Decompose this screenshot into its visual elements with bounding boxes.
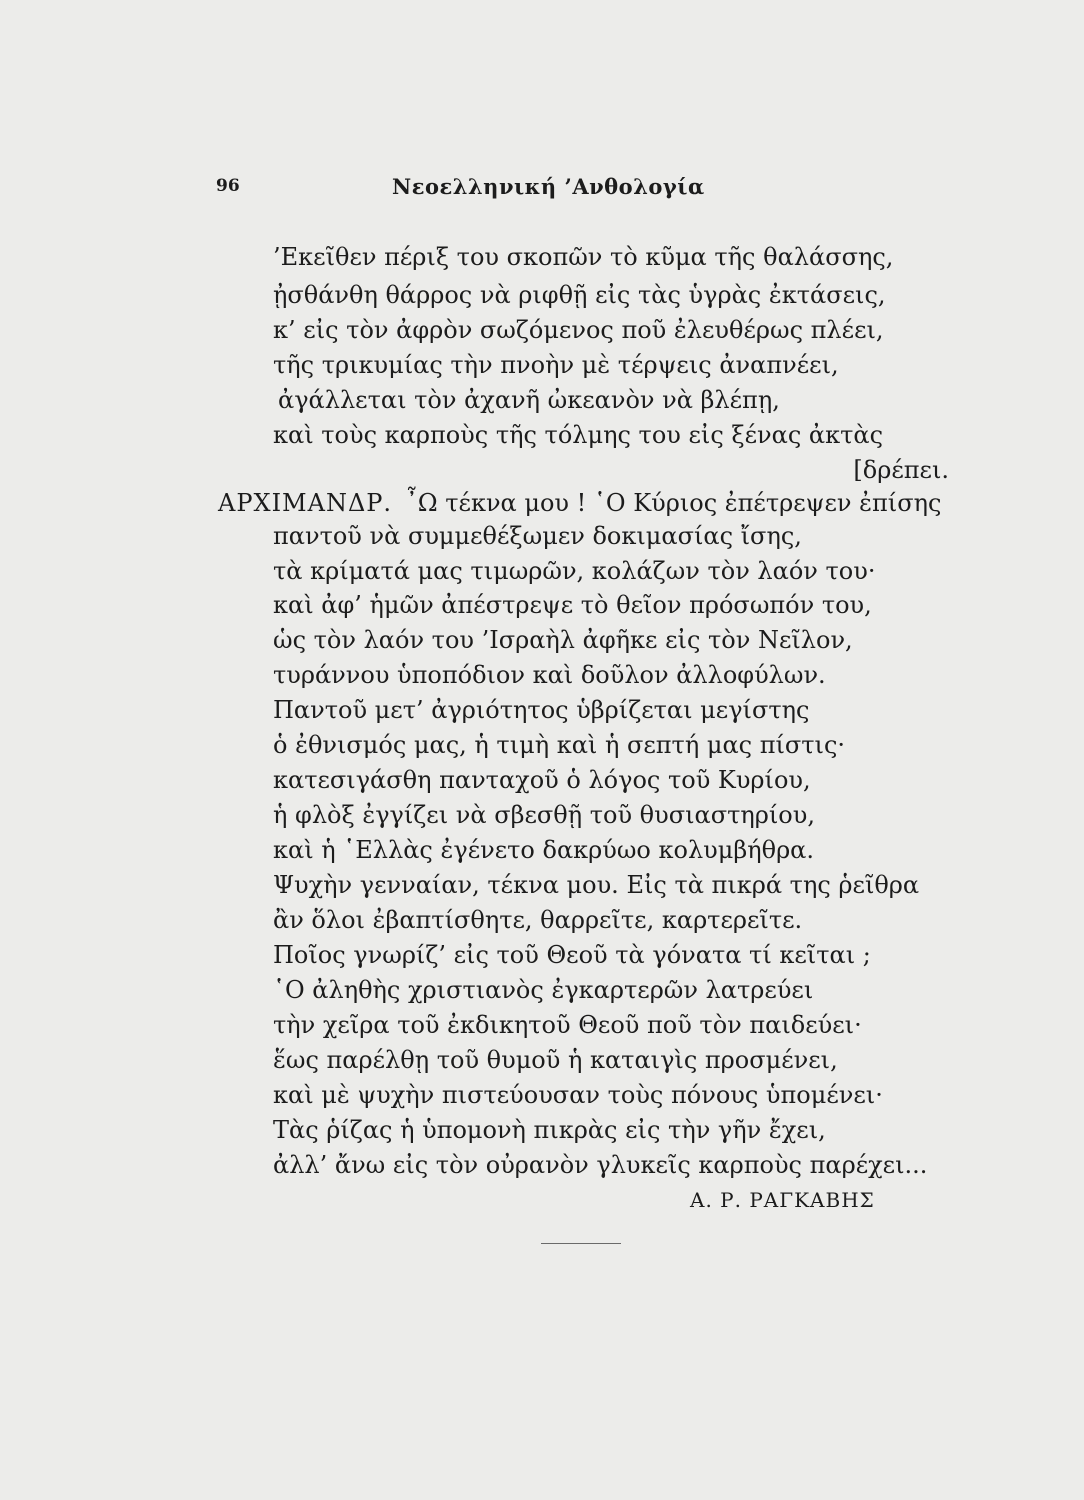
verse-line: κατεσιγάσθη πανταχοῦ ὁ λόγος τοῦ Κυρίου, [273, 766, 811, 794]
verse-runover: [δρέπει. [853, 456, 949, 484]
verse-line: παντοῦ νὰ συμμεθέξωμεν δοκιμασίας ἴσης, [273, 522, 802, 550]
page-number: 96 [216, 176, 240, 196]
verse-line: Ποῖος γνωρίζ’ εἰς τοῦ Θεοῦ τὰ γόνατα τί κεῖται ; [273, 941, 871, 969]
verse-line: καὶ ἡ ῾Ελλὰς ἐγένετο δακρύωο κολυμβήθρα. [273, 836, 815, 864]
verse-line: ᾐσθάνθη θάρρος νὰ ριφθῇ εἰς τὰς ὑγρὰς ἐκτάσεις, [273, 281, 886, 309]
verse-line: Παντοῦ μετ’ ἀγριότητος ὑβρίζεται μεγίστης [273, 696, 810, 724]
verse-line: ῾Ο ἀληθὴς χριστιανὸς ἐγκαρτερῶν λατρεύει [273, 976, 814, 1004]
verse-line: ἂν ὅλοι ἐβαπτίσθητε, θαρρεῖτε, καρτερεῖτε. [273, 906, 803, 934]
verse-line: Ψυχὴν γενναίαν, τέκνα μου. Εἰς τὰ πικρά της ῥεῖθρα [273, 871, 920, 899]
verse-line: καὶ ἀφ’ ἡμῶν ἀπέστρεψε τὸ θεῖον πρόσωπόν του, [273, 591, 872, 619]
verse-line: ’Εκεῖθεν πέριξ του σκοπῶν τὸ κῦμα τῆς θαλάσσης, [273, 243, 894, 271]
verse-line: ἕως παρέλθῃ τοῦ θυμοῦ ἡ καταιγὶς προσμένει, [273, 1046, 838, 1074]
verse-line: τυράννου ὑποπόδιον καὶ δοῦλον ἀλλοφύλων. [273, 661, 826, 689]
verse-line: καὶ τοὺς καρποὺς τῆς τόλμης του εἰς ξένας ἀκτὰς [273, 421, 884, 449]
verse-line: ἡ φλὸξ ἐγγίζει νὰ σβεσθῇ τοῦ θυσιαστηρίου, [273, 801, 815, 829]
verse-line: Τὰς ῥίζας ἡ ὑπομονὴ πικρὰς εἰς τὴν γῆν ἔχει, [273, 1116, 826, 1144]
verse-line: ῏Ω τέκνα μου ! ῾Ο Κύριος ἐπέτρεψεν ἐπίσης [405, 489, 942, 517]
speaker-name: ΑΡΧΙΜΑΝΔΡ. [218, 489, 393, 517]
verse-line: τῆς τρικυμίας τὴν πνοὴν μὲ τέρψεις ἀναπνέει, [273, 351, 839, 379]
verse-line: ἀγάλλεται τὸν ἀχανῆ ὠκεανὸν νὰ βλέπῃ, [278, 386, 780, 414]
verse-line: τὴν χεῖρα τοῦ ἐκδικητοῦ Θεοῦ ποῦ τὸν παιδεύει· [273, 1011, 862, 1039]
verse-line: τὰ κρίματά μας τιμωρῶν, κολάζων τὸν λαόν του· [273, 557, 876, 585]
verse-line: καὶ μὲ ψυχὴν πιστεύουσαν τοὺς πόνους ὑπομένει· [273, 1081, 883, 1109]
verse-line: ἀλλ’ ἄνω εἰς τὸν οὐρανὸν γλυκεῖς καρποὺς παρέχει... [273, 1151, 928, 1179]
verse-line: ὡς τὸν λαόν του ’Ισραὴλ ἀφῆκε εἰς τὸν Νεῖλον, [273, 626, 853, 654]
author-signature: Α. Ρ. ΡΑΓΚΑΒΗΣ [690, 1188, 875, 1212]
speaker-line [218, 488, 941, 518]
verse-line: ὁ ἐθνισμός μας, ἡ τιμὴ καὶ ἡ σεπτή μας πίστις· [273, 731, 846, 759]
verse-line: κ’ εἰς τὸν ἀφρὸν σωζόμενος ποῦ ἐλευθέρως πλέει, [273, 316, 884, 344]
running-title: Νεοελληνική ’Ανθολογία [392, 174, 705, 199]
section-divider [541, 1243, 621, 1244]
